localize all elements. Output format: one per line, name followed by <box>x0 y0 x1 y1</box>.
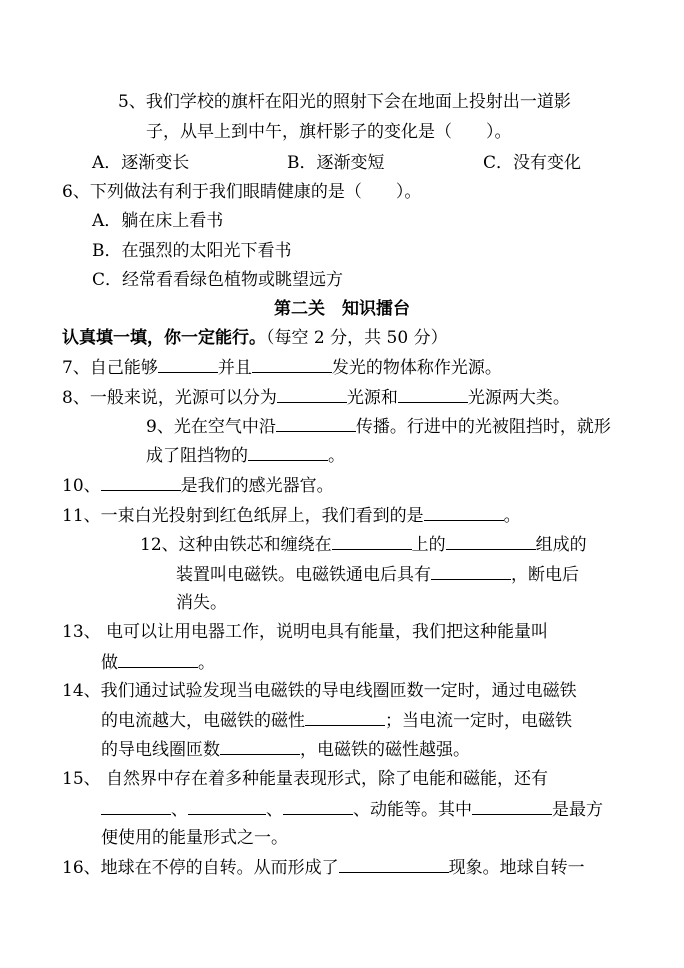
q10-text: 10、 <box>62 476 101 496</box>
q12-text: 组成的 <box>535 535 587 555</box>
q14-line2 <box>101 709 572 731</box>
q16-blank[interactable] <box>339 856 449 873</box>
q15-blank-3[interactable] <box>283 798 353 815</box>
q14-line1: 14、我们通过试验发现当电磁铁的导电线圈匝数一定时，通过电磁铁 <box>62 681 577 701</box>
instruction-bold: 认真填一填，你一定能行。 <box>62 328 266 348</box>
q7-text: 并且 <box>217 358 252 378</box>
q7-blank-2[interactable] <box>252 356 332 373</box>
q15-text: 、 <box>266 800 283 820</box>
q13-line1: 13、 电可以让用电器工作，说明电具有能量，我们把这种能量叫 <box>62 622 549 642</box>
q5-line1: 5、我们学校的旗杆在阳光的照射下会在地面上投射出一道影 <box>118 92 571 112</box>
q5-option-c: C．没有变化 <box>483 153 582 173</box>
q9-text: 9、光在空气中沿 <box>146 417 276 437</box>
q7-blank-1[interactable] <box>158 356 218 373</box>
q12-text: 上的 <box>411 535 446 555</box>
q15-line2 <box>101 798 603 820</box>
q14-text: ，电磁铁的磁性越强。 <box>300 740 470 760</box>
q15-blank-2[interactable] <box>188 798 266 815</box>
q7-text: 发光的物体称作光源。 <box>331 358 502 378</box>
section-instruction <box>62 327 448 349</box>
q6-option-c: C．经常看看绿色植物或眺望远方 <box>92 270 344 290</box>
q10-text: 是我们的感光器官。 <box>180 476 334 496</box>
q10 <box>62 474 334 496</box>
q15-blank-1[interactable] <box>101 798 171 815</box>
q8-blank-1[interactable] <box>277 386 347 403</box>
q8 <box>62 386 570 408</box>
q13-blank[interactable] <box>118 651 198 668</box>
q9-text: 传播。行进中的光被阻挡时，就形 <box>355 417 611 437</box>
q11-text: 。 <box>503 506 521 526</box>
q12-line3: 消失。 <box>176 593 227 613</box>
q8-blank-2[interactable] <box>398 386 468 403</box>
q9-blank-2[interactable] <box>248 444 328 461</box>
q15-text: 、 <box>171 800 188 820</box>
q7 <box>62 356 502 378</box>
q15-line3: 便使用的能量形式之一。 <box>101 828 288 848</box>
q12-line2 <box>176 563 579 585</box>
q15-blank-4[interactable] <box>472 798 552 815</box>
q8-text: 光源和 <box>346 388 398 408</box>
q12-text: 装置叫电磁铁。电磁铁通电后具有 <box>176 565 431 585</box>
q8-text: 8、一般来说，光源可以分为 <box>62 388 277 408</box>
q9-line2 <box>146 444 345 466</box>
q13-line2 <box>101 651 215 673</box>
q13-text: 做 <box>101 653 118 673</box>
section-title: 第二关 知识擂台 <box>274 299 410 319</box>
q14-line3 <box>101 738 470 760</box>
q10-blank[interactable] <box>101 474 181 491</box>
q5-option-b: B．逐渐变短 <box>287 153 385 173</box>
q7-text: 7、自己能够 <box>62 358 158 378</box>
q9-line1 <box>146 415 611 437</box>
q6-option-a: A．躺在床上看书 <box>92 211 224 231</box>
q6-line1: 6、下列做法有利于我们眼睛健康的是（ ）。 <box>62 182 422 202</box>
q14-blank-2[interactable] <box>220 738 300 755</box>
q12-text: 12、这种由铁芯和缠绕在 <box>140 535 332 555</box>
q5-line2: 子，从早上到中午，旗杆影子的变化是（ ）。 <box>146 122 512 142</box>
q12-blank-2[interactable] <box>446 533 536 550</box>
q14-text: 的电流越大，电磁铁的磁性 <box>101 711 305 731</box>
q16-text: 现象。地球自转一 <box>448 858 585 878</box>
q11-blank[interactable] <box>424 504 504 521</box>
q12-blank-3[interactable] <box>431 563 511 580</box>
instruction-note: （每空 2 分，共 50 分） <box>266 328 448 348</box>
q15-line1: 15、 自然界中存在着多种能量表现形式，除了电能和磁能，还有 <box>62 769 549 789</box>
q5-option-a: A．逐渐变长 <box>92 153 190 173</box>
q9-text: 成了阻挡物的 <box>146 446 248 466</box>
q13-text: 。 <box>198 653 215 673</box>
q14-text: 的导电线圈匝数 <box>101 740 220 760</box>
q16-text: 16、地球在不停的自转。从而形成了 <box>62 858 339 878</box>
q15-text: 、动能等。其中 <box>353 800 472 820</box>
q8-text: 光源两大类。 <box>467 388 570 408</box>
q12-blank-1[interactable] <box>332 533 412 550</box>
q6-option-b: B．在强烈的太阳光下看书 <box>92 241 292 261</box>
q9-text: 。 <box>328 446 345 466</box>
q14-blank-1[interactable] <box>305 709 385 726</box>
q14-text: ；当电流一定时，电磁铁 <box>385 711 572 731</box>
q9-blank-1[interactable] <box>276 415 356 432</box>
q11 <box>62 504 521 526</box>
q12-line1 <box>140 533 587 555</box>
q15-text: 是最方 <box>552 800 603 820</box>
q11-text: 11、一束白光投射到红色纸屏上，我们看到的是 <box>62 506 424 526</box>
q16 <box>62 856 585 878</box>
q12-text: ，断电后 <box>511 565 579 585</box>
